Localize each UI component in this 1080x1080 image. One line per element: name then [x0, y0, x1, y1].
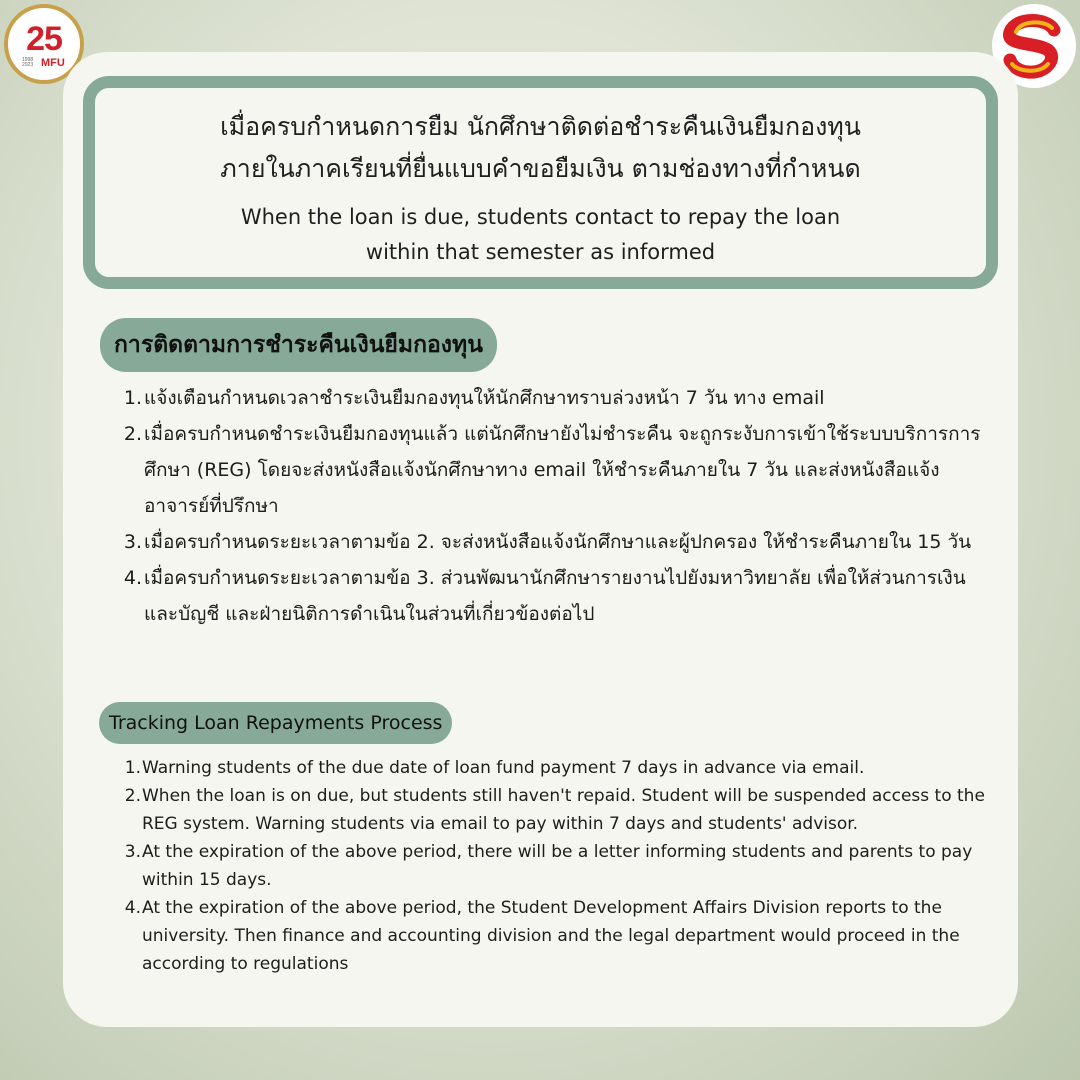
list-item-text: Warning students of the due date of loan fund payment 7 days in advance via email. [142, 758, 865, 778]
intro-thai-line-2: ภายในภาคเรียนที่ยื่นแบบคำขอยืมเงิน ตามช่องทางที่กำหนด [220, 154, 861, 183]
list-item [123, 894, 993, 978]
list-item-number: 1. [123, 387, 142, 409]
list-item-text: เมื่อครบกำหนดระยะเวลาตามข้อ 3. ส่วนพัฒนานักศึกษารายงานไปยังมหาวิทยาลัย เพื่อให้ส่วนการเงินและบัญชี และฝ่ายนิติการดำเนินในส่วนที่เกี่ยวข้องต่อไป [144, 567, 966, 625]
intro-english [95, 200, 986, 270]
list-item-text: เมื่อครบกำหนดชำระเงินยืมกองทุนแล้ว แต่นักศึกษายังไม่ชำระคืน จะถูกระงับการเข้าใช้ระบบบริการการศึกษา (REG) โดยจะส่งหนังสือแจ้งนักศึกษาทาง email ให้ชำระคืนภายใน 7 วัน และส่งหนังสือแจ้งอาจารย์ที่ปรึกษา [144, 423, 981, 517]
list-item-text: When the loan is on due, but students still haven't repaid. Student will be suspended access to the REG system. Warning students via email to pay within 7 days and students' advisor. [142, 786, 985, 834]
intro-thai-line-1: เมื่อครบกำหนดการยืม นักศึกษาติดต่อชำระคืนเงินยืมกองทุน [220, 112, 861, 141]
list-item-text: At the expiration of the above period, the Student Development Affairs Division reports to the university. Then finance and accounting division and the legal department would proceed in the according to regulations [142, 898, 960, 974]
list-item-number: 2. [124, 786, 141, 806]
list-item-text: At the expiration of the above period, there will be a letter informing students and parents to pay within 15 days. [142, 842, 973, 890]
anniversary-year-start: 1998 [22, 57, 34, 63]
info-card [63, 52, 1018, 1027]
intro-english-line-1: When the loan is due, students contact to repay the loan [240, 205, 841, 229]
list-item [118, 416, 988, 524]
list-item-number: 3. [123, 531, 142, 553]
list-item-number: 4. [123, 567, 142, 589]
mfu-wordmark: MFU [41, 57, 65, 69]
english-section-heading: Tracking Loan Repayments Process [99, 702, 452, 744]
list-item-text: เมื่อครบกำหนดระยะเวลาตามข้อ 2. จะส่งหนังสือแจ้งนักศึกษาและผู้ปกครอง ให้ชำระคืนภายใน 15 วัน [144, 531, 972, 553]
english-steps-list [123, 754, 993, 978]
list-item-number: 3. [124, 842, 141, 862]
list-item [118, 560, 988, 632]
anniversary-year-end: 2023 [22, 62, 34, 68]
list-item [123, 782, 993, 838]
anniversary-number: 25 [26, 20, 62, 58]
thai-steps-list [118, 380, 988, 632]
list-item [118, 380, 988, 416]
list-item-text: แจ้งเตือนกำหนดเวลาชำระเงินยืมกองทุนให้นักศึกษาทราบล่วงหน้า 7 วัน ทาง email [144, 387, 825, 409]
list-item [118, 524, 988, 560]
list-item-number: 1. [124, 758, 141, 778]
list-item-number: 2. [123, 423, 142, 445]
list-item [123, 838, 993, 894]
list-item [123, 754, 993, 782]
intro-thai [95, 106, 986, 190]
intro-english-line-2: within that semester as informed [365, 240, 716, 264]
list-item-number: 4. [124, 898, 141, 918]
anniversary-years [22, 58, 33, 68]
thai-section-heading: การติดตามการชำระคืนเงินยืมกองทุน [100, 318, 497, 372]
intro-box [83, 76, 998, 289]
